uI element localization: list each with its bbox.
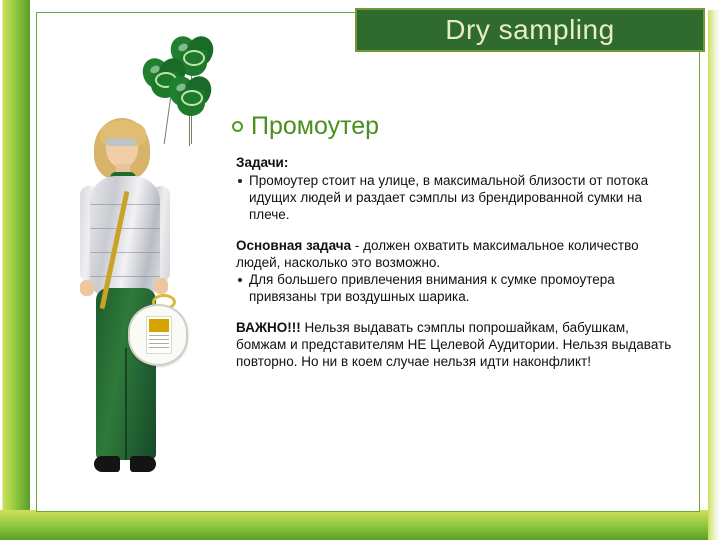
main-task-bullet: Для большего привлечения внимания к сумке промоутера привязаны три воздушных шарика.	[236, 271, 682, 305]
sunglasses-icon	[106, 138, 136, 146]
main-task-text: - должен охватить максимальное количество людей, насколько это возможно.	[236, 238, 639, 270]
important-lead: ВАЖНО!!!	[236, 320, 301, 335]
slide-frame-right	[708, 0, 720, 540]
important-paragraph	[236, 319, 682, 370]
important-text: Нельзя выдавать сэмплы попрошайкам, бабушкам, бомжам и представителям НЕ Целевой Аудитории. Нельзя выдавать повторно. Но ни в коем случае нельзя идти наконфликт!	[236, 320, 672, 369]
tasks-block	[232, 155, 682, 223]
main-task-paragraph	[236, 237, 682, 271]
slide-frame-bottom	[0, 510, 720, 540]
ring-bullet-icon	[232, 121, 243, 132]
section-heading: Промоутер	[251, 112, 380, 140]
slide-frame-left	[0, 0, 30, 540]
heading-row	[232, 112, 682, 141]
slide-body	[232, 112, 682, 384]
promoter-model-image	[68, 108, 198, 498]
branded-bag	[128, 304, 188, 366]
important-block	[232, 319, 682, 370]
tasks-bullet: Промоутер стоит на улице, в максимальной близости от потока идущих людей и раздает сэмплы из брендированной сумки на плече.	[236, 172, 682, 223]
main-task-block	[232, 237, 682, 305]
tasks-lead: Задачи:	[236, 155, 289, 170]
slide-title: Dry sampling	[445, 14, 615, 45]
slide-title-bar	[355, 8, 705, 52]
main-task-lead: Основная задача	[236, 238, 352, 253]
